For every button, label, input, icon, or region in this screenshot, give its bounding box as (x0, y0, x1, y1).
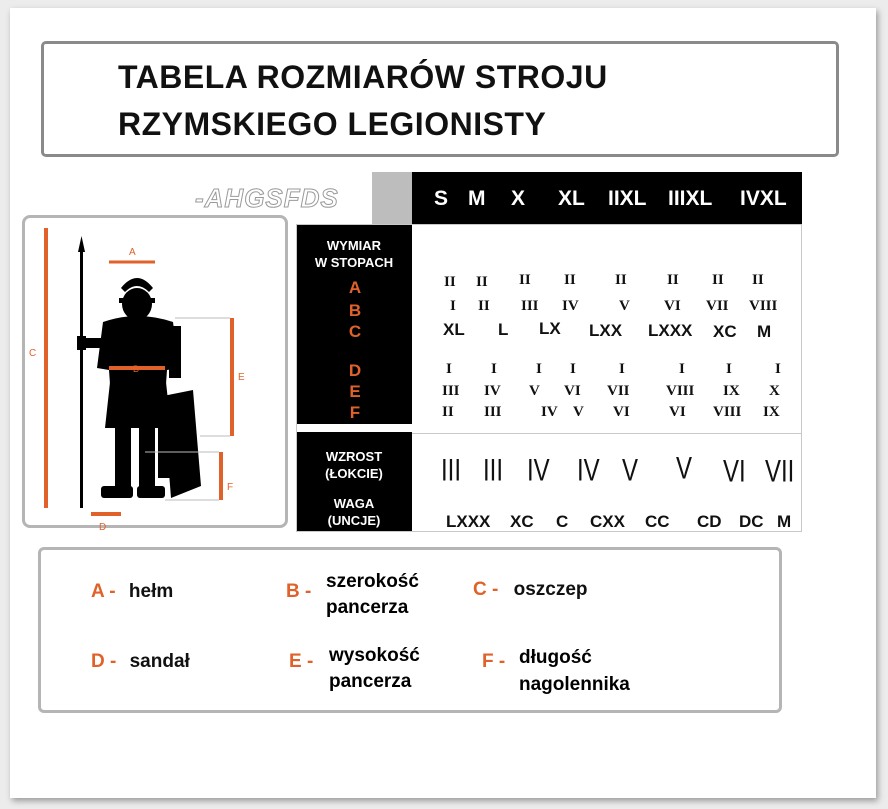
watermark: -AHGSFDS (195, 183, 339, 213)
legend-key-c: C - (473, 579, 499, 600)
cell-wzrost-3: IV (577, 453, 600, 489)
figure-label-a: A (129, 247, 136, 258)
cell-c-2: LX (539, 319, 561, 338)
legend-item-e (289, 651, 313, 673)
cell-e-7: X (769, 383, 780, 399)
cell-c-3: LXX (589, 321, 623, 340)
legend-key-f: F - (482, 651, 506, 672)
label-w-stopach: W STOPACH (314, 255, 394, 270)
cell-f-7: IX (763, 404, 780, 420)
cell-wzrost-6: VI (723, 454, 746, 490)
cell-b-2: III (521, 298, 539, 314)
cell-b-3: IV (562, 298, 579, 314)
cell-d-7: I (775, 361, 781, 377)
cell-wzrost-0: III (441, 453, 462, 489)
cell-waga-4: CC (645, 512, 670, 531)
cell-b-4: V (619, 298, 630, 314)
label-waga: WAGA (333, 496, 375, 511)
title-line-2: RZYMSKIEGO LEGIONISTY (118, 106, 547, 142)
cell-a-6: II (712, 272, 724, 288)
cell-e-0: III (442, 383, 460, 399)
cell-d-2: I (536, 361, 542, 377)
figure-label-e: E (238, 372, 245, 383)
cell-f-0: II (442, 404, 454, 420)
legend-text-f1: długość (519, 647, 592, 668)
cell-waga-7: M (777, 512, 792, 531)
cell-a-7: II (752, 272, 764, 288)
cell-waga-1: XC (510, 512, 534, 531)
legend-item-a (91, 581, 173, 603)
cell-f-4: VI (613, 404, 630, 420)
legend-key-b: B - (286, 581, 312, 602)
cell-waga-0: LXXX (446, 512, 491, 531)
cell-d-4: I (619, 361, 625, 377)
label-d: D (348, 361, 362, 380)
legend-text-b1: szerokość (326, 571, 419, 592)
cell-d-1: I (491, 361, 497, 377)
size-s: S (434, 187, 449, 210)
figure-label-b: B (133, 364, 140, 374)
cell-e-4: VII (607, 383, 630, 399)
label-e: E (349, 382, 361, 401)
legend-key-a: A - (91, 581, 116, 602)
cell-e-3: VI (564, 383, 581, 399)
table-divider (412, 433, 802, 434)
cell-a-4: II (615, 272, 627, 288)
size-iixl: IIXL (608, 187, 647, 210)
size-x: X (511, 187, 526, 210)
cell-b-6: VII (706, 298, 729, 314)
label-f: F (349, 403, 361, 422)
cell-waga-2: C (556, 512, 569, 531)
legend-item-d (91, 651, 190, 673)
soldier-figure-panel (22, 215, 288, 533)
legend-item-c (473, 579, 588, 601)
cell-d-0: I (446, 361, 452, 377)
legend-item-b (286, 581, 311, 603)
cell-a-0: II (444, 274, 456, 290)
cell-f-5: VI (669, 404, 686, 420)
cell-f-2: IV (541, 404, 558, 420)
cell-waga-3: CXX (590, 512, 625, 531)
size-header-row (412, 172, 802, 224)
figure-label-f: F (227, 482, 234, 493)
figure-label-c: C (29, 348, 37, 359)
cell-b-0: I (450, 298, 456, 314)
cell-d-5: I (679, 361, 685, 377)
cell-f-3: V (573, 404, 584, 420)
cell-wzrost-2: IV (527, 453, 550, 489)
cell-d-3: I (570, 361, 576, 377)
cell-e-1: IV (484, 383, 501, 399)
size-xl: XL (558, 187, 585, 210)
cell-d-6: I (726, 361, 732, 377)
cell-e-5: VIII (666, 383, 695, 399)
label-wzrost: WZROST (325, 449, 383, 464)
legend-key-e: E - (289, 651, 314, 672)
size-m: M (468, 187, 486, 210)
label-wymiar: WYMIAR (326, 238, 382, 253)
legend-text-e1: wysokość (329, 645, 420, 666)
cell-wzrost-7: VII (765, 454, 795, 490)
label-c: C (348, 322, 362, 341)
cell-waga-6: DC (739, 512, 764, 531)
size-ivxl: IVXL (740, 187, 787, 210)
cell-waga-5: CD (697, 512, 722, 531)
cell-c-5: XC (713, 322, 737, 341)
legend-text-d: sandał (129, 651, 190, 672)
cell-f-1: III (484, 404, 502, 420)
cell-f-6: VIII (713, 404, 742, 420)
cell-b-7: VIII (749, 298, 778, 314)
title-box (41, 41, 839, 157)
cell-wzrost-4: V (622, 453, 639, 489)
cell-e-2: V (529, 383, 540, 399)
cell-c-1: L (498, 320, 509, 339)
title-line-1: TABELA ROZMIARÓW STROJU (118, 59, 608, 95)
legend-text-a: hełm (128, 581, 174, 602)
size-iiixl: IIIXL (668, 187, 713, 210)
label-uncje: (UNCJE) (327, 513, 381, 528)
cell-a-3: II (564, 272, 576, 288)
cell-a-5: II (667, 272, 679, 288)
legionary-silhouette-icon (25, 218, 285, 533)
label-lokcie: (ŁOKCIE) (325, 466, 383, 481)
cell-c-4: LXXX (648, 321, 693, 340)
cell-c-6: M (757, 322, 772, 341)
cell-e-6: IX (723, 383, 740, 399)
legend-text-e2: pancerza (329, 671, 412, 692)
label-a: A (348, 278, 362, 297)
label-b: B (348, 301, 362, 320)
cell-b-5: VI (664, 298, 681, 314)
cell-wzrost-5: V (676, 451, 693, 487)
legend-text-f2: nagolennika (519, 674, 630, 695)
cell-a-2: II (519, 272, 531, 288)
figure-label-d: D (99, 522, 107, 533)
cell-b-1: II (478, 298, 490, 314)
legend-panel (38, 547, 782, 713)
cell-c-0: XL (443, 320, 465, 339)
legend-item-f (482, 651, 505, 673)
cell-a-1: II (476, 274, 488, 290)
cell-wzrost-1: III (483, 453, 504, 489)
table-corner-block (372, 172, 412, 224)
legend-text-b2: pancerza (326, 597, 409, 618)
legend-text-c: oszczep (513, 579, 588, 600)
legend-key-d: D - (91, 651, 117, 672)
